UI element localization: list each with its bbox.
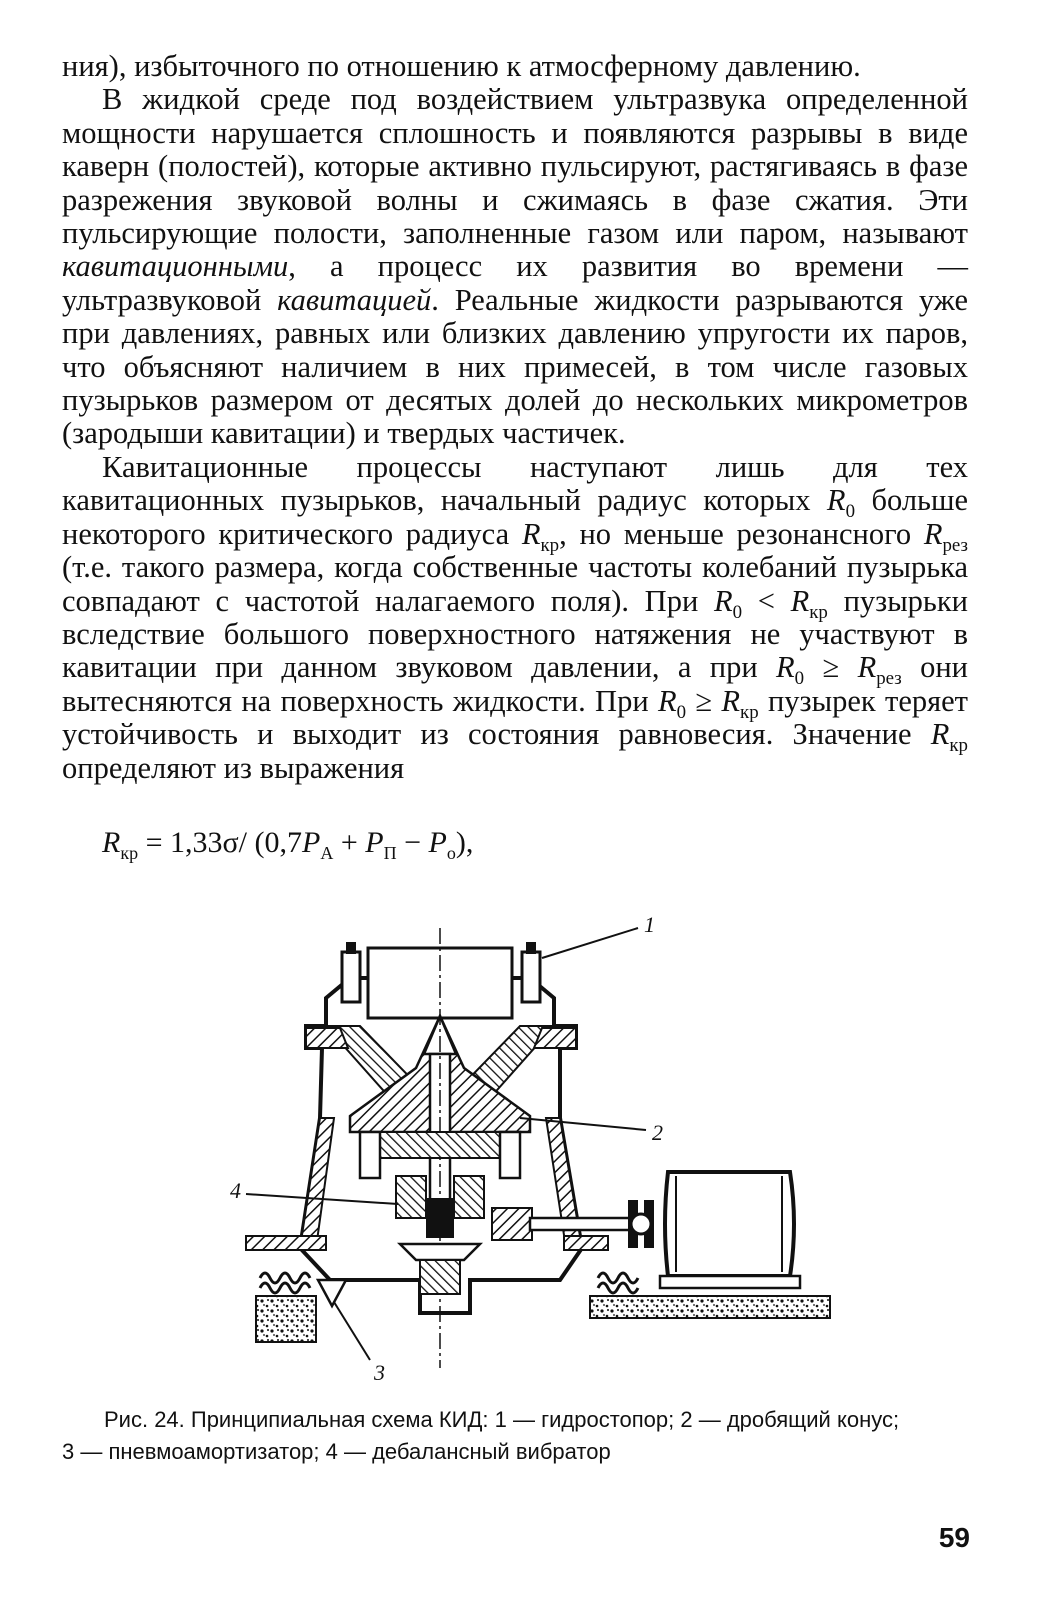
symbol-R: R — [776, 650, 795, 685]
unbalanced-vibrator-right — [454, 1176, 484, 1218]
operator: ≥ — [804, 650, 858, 685]
formula-part: = 1,33σ/ (0,7 — [138, 826, 302, 859]
text-run: , но меньше резонансного — [559, 516, 924, 551]
italic-term: кавитацией — [277, 282, 432, 317]
text-run: они вытесняются на поверхность жидкости. При — [62, 650, 968, 718]
hydrostop-right — [522, 952, 540, 1002]
drive-shaft — [530, 1218, 640, 1230]
subscript: о — [446, 843, 456, 863]
bearing-right — [500, 1132, 520, 1178]
subscript: А — [320, 843, 334, 863]
lower-bearing — [420, 1260, 460, 1294]
text-run: Кавитационные процессы наступают лишь для тех кавитационных пузырьков, начальный радиус которых — [62, 449, 968, 518]
motor-base — [660, 1276, 800, 1288]
hydrostop-left-cap — [346, 942, 356, 954]
symbol-P: P — [302, 826, 321, 859]
leader-line-1 — [542, 928, 638, 958]
subscript: рез — [942, 534, 968, 556]
formula-part: + — [333, 826, 366, 859]
hydrostop-right-cap — [526, 942, 536, 954]
text-run: пузырьки вследствие большого поверхностного натяжения не участвуют в кавитации при данном звуковом давлении, а при — [62, 583, 968, 685]
formula-part: ), — [455, 826, 474, 859]
symbol-R: R — [102, 826, 121, 859]
symbol-P: P — [365, 826, 384, 859]
subscript: 0 — [845, 501, 856, 523]
figure-label-4: 4 — [230, 1178, 241, 1203]
paragraph-continuation: ния), избыточного по отношению к атмосферному давлению. — [62, 49, 861, 83]
body-text — [62, 50, 968, 785]
text-run: , а процесс их развития во времени — ультразвуковой — [62, 249, 968, 317]
figure-label-1: 1 — [644, 912, 655, 937]
symbol-R: R — [521, 516, 541, 551]
text-run: . Реальные жидкости разрываются уже при давлениях, равных или близких давлению упругости их паров, что объясняют наличием в них примесей, в том числе газовых пузырьков размером от десятых долей до нескольких микрометров (зародыши кавитации) и твердых частичек. — [62, 282, 968, 451]
symbol-R: R — [923, 516, 943, 551]
ring-right — [534, 1028, 576, 1048]
figure-caption — [62, 1404, 968, 1468]
leader-line-3 — [334, 1302, 370, 1360]
text-run: больше некоторого критического радиуса — [62, 483, 968, 551]
pneumatic-absorber-left — [260, 1273, 310, 1293]
gear-cone — [400, 1244, 480, 1260]
pneumatic-absorber-cone — [318, 1280, 346, 1306]
subscript: рез — [876, 668, 902, 690]
formula-part: − — [396, 826, 429, 859]
caption-line-2: 3 — пневмоамортизатор; 4 — дебалансный вибратор — [62, 1439, 611, 1464]
hydrostop-left — [342, 952, 360, 1002]
electric-motor — [665, 1172, 794, 1276]
subscript: кр — [809, 601, 828, 623]
subscript: 0 — [676, 701, 687, 723]
housing-base-flange-right — [564, 1236, 608, 1250]
symbol-R: R — [713, 583, 733, 618]
symbol-R: R — [721, 683, 741, 718]
figure-label-3: 3 — [374, 1360, 385, 1385]
unbalanced-vibrator-left — [396, 1176, 426, 1218]
symbol-P: P — [428, 826, 447, 859]
text-run: определяют из выражения — [62, 750, 405, 785]
coupling-center — [631, 1214, 651, 1234]
symbol-R: R — [930, 717, 950, 752]
text-run: (т.е. такого размера, когда собственные частоты колебаний пузырька совпадают с частотой налагаемого поля). При — [62, 550, 968, 618]
pneumatic-absorber-right — [598, 1273, 638, 1293]
leader-line-2 — [520, 1118, 646, 1130]
subscript: 0 — [732, 601, 743, 623]
crusher-schematic-figure — [230, 908, 850, 1388]
foundation-left — [256, 1296, 316, 1342]
symbol-R: R — [826, 483, 846, 518]
ring-left — [306, 1028, 348, 1048]
page-number: 59 — [938, 1522, 970, 1553]
subscript: 0 — [794, 668, 805, 690]
foundation-right — [590, 1296, 830, 1318]
caption-line-1: Рис. 24. Принципиальная схема КИД: 1 — гидростопор; 2 — дробящий конус; — [104, 1407, 900, 1432]
subscript: кр — [949, 735, 968, 757]
paragraph-cavitation — [62, 83, 968, 450]
symbol-R: R — [857, 650, 877, 685]
formula-critical-radius — [102, 826, 474, 863]
symbol-R: R — [657, 683, 677, 718]
housing-base-flange — [246, 1236, 326, 1250]
text-run: пузырек теряет устойчивость и выходит из состояния равновесия. Значение — [62, 683, 968, 752]
vibrator-core — [426, 1198, 454, 1238]
text-run: В жидкой среде под воздействием ультразвука определенной мощности нарушается сплошность и появляются разрывы в виде каверн (полостей), которые активно пульсируют, растягиваясь в фазе разрежения звуковой волны и сжимаясь в фазе сжатия. Эти пульсирующие полости, заполненные газом или паром, называют — [62, 82, 968, 251]
subscript: П — [383, 843, 397, 863]
subscript: кр — [540, 534, 560, 556]
paragraph-critical-radius — [62, 451, 968, 785]
gear-housing — [492, 1208, 532, 1240]
spherical-bearing — [380, 1132, 500, 1158]
subscript: кр — [740, 701, 759, 723]
italic-term: кавитационными — [62, 249, 289, 284]
subscript: кр — [120, 843, 139, 863]
symbol-R: R — [790, 583, 810, 618]
operator: ≥ — [686, 683, 722, 718]
operator: < — [742, 583, 791, 618]
figure-label-2: 2 — [652, 1120, 663, 1145]
bearing-left — [360, 1132, 380, 1178]
housing-left-wall — [300, 1118, 334, 1248]
